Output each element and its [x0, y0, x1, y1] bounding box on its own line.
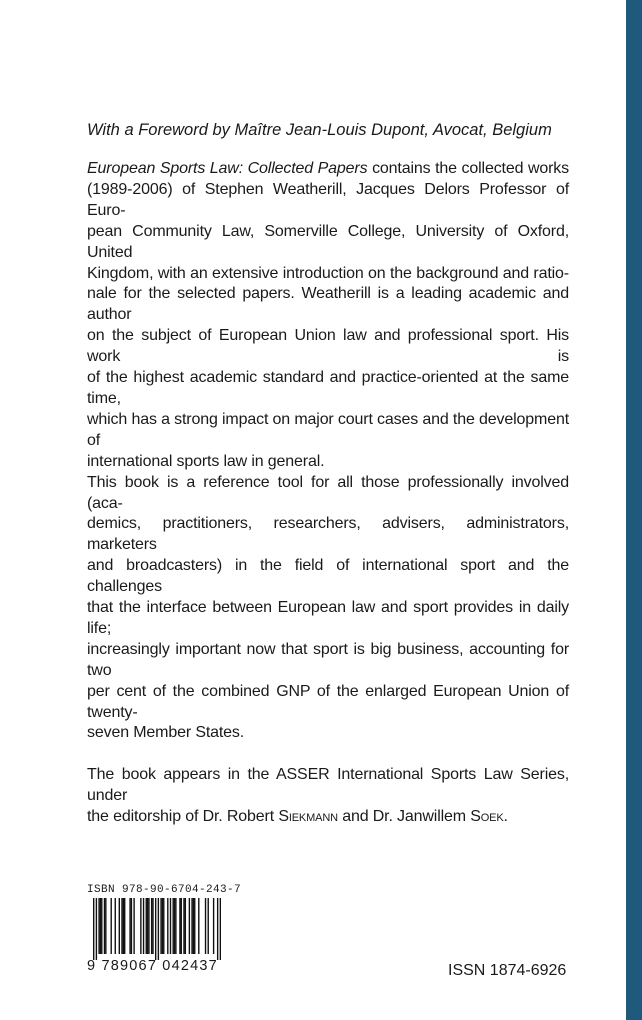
issn-label: ISSN 1874-6926 [448, 962, 567, 979]
paragraph-audience-line: demics, practitioners, researchers, advisers, administrators, marketers [87, 515, 569, 554]
barcode-bar [194, 898, 195, 954]
barcode-bar [185, 898, 186, 954]
spine-color-band [626, 0, 642, 1020]
paragraph-audience-line: and broadcasters) in the field of international sport and the challenges [87, 557, 569, 596]
barcode-bar [93, 898, 94, 960]
barcode-bar [143, 898, 144, 954]
paragraph-intro-line: nale for the selected papers. Weatherill is a leading academic and author [87, 285, 569, 324]
barcode-bar [105, 898, 106, 954]
paragraph-intro [87, 159, 569, 473]
barcode-bar [163, 898, 164, 954]
barcode-bar [146, 898, 147, 954]
paragraph-intro-line: Kingdom, with an extensive introduction on the background and ratio- [87, 264, 569, 282]
barcode-bar [181, 898, 182, 954]
barcode-bar [140, 898, 141, 954]
foreword-line: With a Foreword by Maître Jean-Louis Dupont, Avocat, Belgium [87, 121, 552, 139]
barcode-bar [172, 898, 173, 954]
blurb-text [87, 159, 569, 828]
barcode-bar [104, 898, 105, 954]
barcode-bar [158, 898, 159, 960]
barcode-bar [147, 898, 148, 954]
barcode-bar [205, 898, 206, 954]
barcode-bar [100, 898, 101, 954]
barcode-bar [167, 898, 168, 954]
paragraph-audience [87, 473, 569, 745]
barcode-bar [98, 898, 99, 954]
barcode-bar [133, 898, 134, 954]
paragraph-series-line: the editorship of Dr. Robert Siekmann and Dr. Janwillem Soek. [87, 808, 508, 826]
barcode-bar [213, 898, 214, 954]
paragraph-intro-line: international sports law in general. [87, 452, 325, 470]
barcode-bar [208, 898, 209, 954]
barcode-bar [179, 898, 180, 954]
paragraph-intro-line: on the subject of European Union law and professional sport. His work is [87, 327, 569, 366]
barcode-bar [96, 898, 97, 960]
barcode-bar [121, 898, 122, 954]
paragraph-intro-line: of the highest academic standard and practice-oriented at the same time, [87, 369, 569, 407]
barcode-bar [193, 898, 194, 954]
barcode-bar [123, 898, 124, 954]
barcode-bar [160, 898, 161, 954]
paragraph-audience-line: increasingly important now that sport is big business, accounting for two [87, 640, 569, 679]
paragraph-series-line: The book appears in the ASSER International Sports Law Series, under [87, 766, 569, 805]
paragraph-intro-line: (1989-2006) of Stephen Weatherill, Jacques Delors Professor of Euro- [87, 180, 569, 219]
paragraph-audience-line: per cent of the combined GNP of the enlarged European Union of twenty- [87, 682, 569, 721]
editor-surname: Siekmann [278, 808, 338, 826]
barcode-bar [170, 898, 171, 954]
barcode-bar [151, 898, 152, 954]
barcode-bar [111, 898, 112, 954]
barcode-digits: 9 789067 042437 [87, 958, 218, 974]
editor-surname: Soek [470, 808, 504, 826]
barcode-bar [220, 898, 221, 960]
barcode-bar [183, 898, 184, 954]
barcode-bar [148, 898, 149, 954]
barcode-bar [101, 898, 102, 954]
barcode-bar [198, 898, 199, 954]
barcode-bar [129, 898, 130, 954]
barcode [93, 898, 221, 960]
isbn-label: ISBN 978-90-6704-243-7 [87, 884, 242, 896]
barcode-bar [175, 898, 176, 954]
barcode-bar [115, 898, 116, 954]
paragraph-intro-line: pean Community Law, Somerville College, University of Oxford, United [87, 222, 569, 261]
barcode-bar [124, 898, 125, 954]
paragraph-intro-line: which has a strong impact on major court cases and the development of [87, 410, 569, 449]
barcode-bar [217, 898, 218, 960]
barcode-bar [191, 898, 192, 954]
paragraph-audience-line: that the interface between European law and sport provides in daily life; [87, 599, 569, 637]
barcode-bar [189, 898, 190, 954]
barcode-bar [162, 898, 163, 954]
paragraph-audience-line: This book is a reference tool for all those professionally involved (aca- [87, 473, 569, 512]
barcode-bar [131, 898, 132, 954]
paragraph-series [87, 765, 569, 828]
barcode-bar [119, 898, 120, 954]
barcode-bar [155, 898, 156, 960]
paragraph-intro-line: European Sports Law: Collected Papers contains the collected works [87, 160, 570, 177]
barcode-bar [152, 898, 153, 954]
barcode-bar [174, 898, 175, 954]
paragraph-audience-line: seven Member States. [87, 724, 245, 742]
book-title: European Sports Law: Collected Papers [87, 160, 368, 177]
